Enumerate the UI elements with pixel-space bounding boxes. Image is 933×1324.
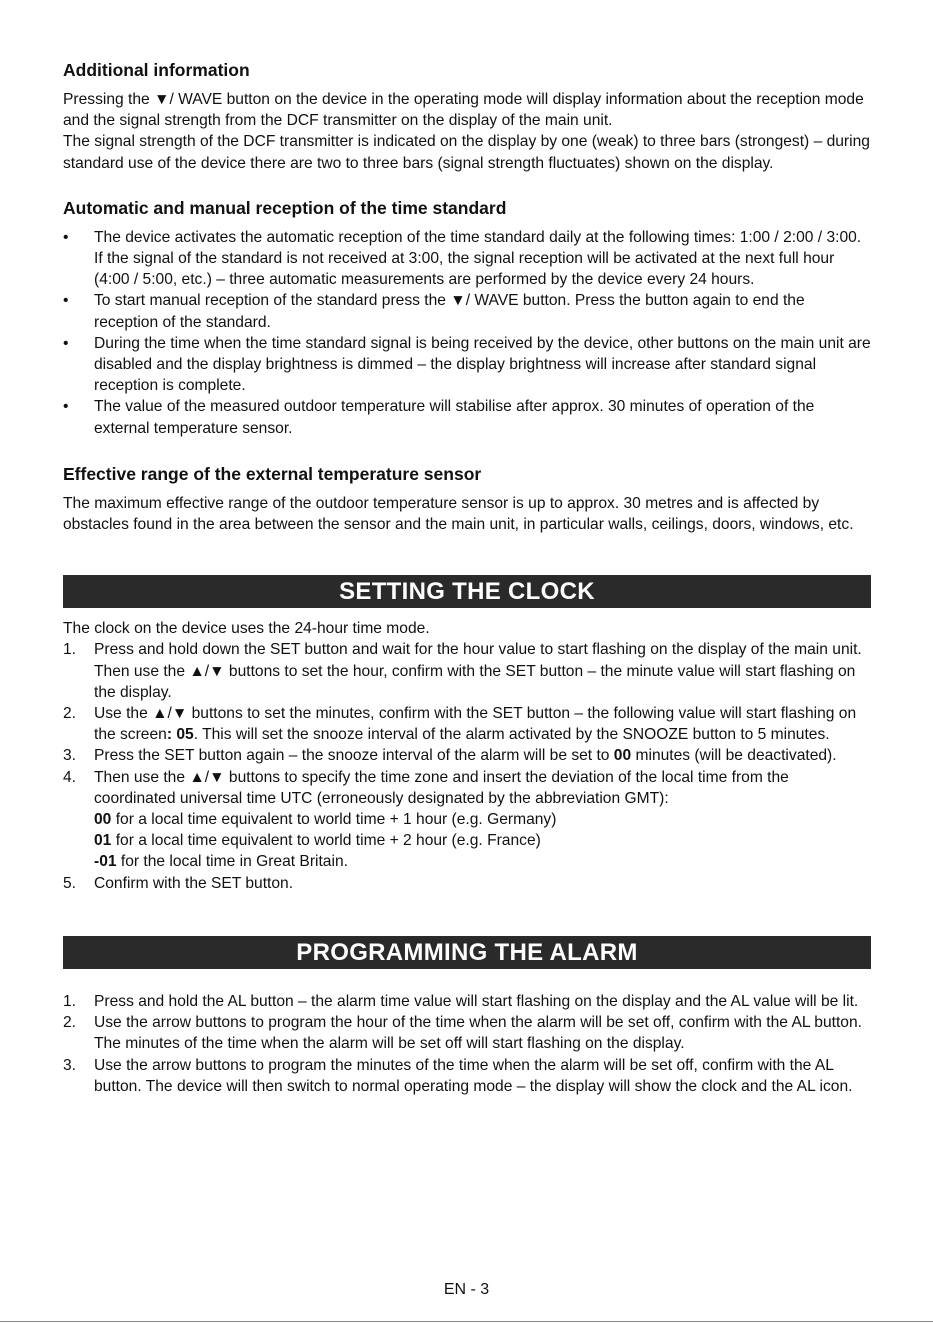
list-item-text: During the time when the time standard signal is being received by the device, other buttons on the main unit are disabled and the display brightness is dimmed – the display brightness will increase after standard signal reception is complete. (94, 334, 871, 395)
step-number: 1. (63, 992, 77, 1010)
list-item (63, 1012, 871, 1054)
list-item-text: Use the ▲/▼ buttons to set the minutes, confirm with the SET button – the following value will start flashing on the screen (94, 705, 857, 744)
time-zone-code: 00 (94, 811, 112, 829)
step-number: 2. (63, 705, 77, 723)
bold-value: : 05 (166, 726, 194, 744)
bullet-icon: • (63, 334, 69, 352)
bullet-icon: • (63, 292, 69, 310)
manual-page (63, 58, 871, 1097)
step-number: 2. (63, 1014, 77, 1032)
paragraph: Pressing the ▼/ WAVE button on the device in the operating mode will display information about the reception mode and the signal strength from the DCF transmitter on the display of the main unit. (63, 91, 864, 130)
section-effective-range (63, 462, 871, 535)
time-zone-text: for a local time equivalent to world time + 1 hour (e.g. Germany) (111, 811, 557, 829)
list-item (63, 991, 871, 1012)
list-item-text: To start manual reception of the standard press the ▼/ WAVE button. Press the button again to end the reception of the standard. (94, 292, 805, 331)
time-zone-text: for a local time equivalent to world time + 2 hour (e.g. France) (111, 832, 541, 850)
section-setting-the-clock (63, 575, 871, 894)
list-item (63, 396, 871, 438)
step-number: 1. (63, 641, 77, 659)
section-banner: PROGRAMMING THE ALARM (63, 936, 871, 969)
list-item-text: Use the arrow buttons to program the minutes of the time when the alarm will be set off, confirm with the AL button. The device will then switch to normal operating mode – the display will show the clock and the AL icon. (94, 1056, 853, 1095)
list-item-text: Then use the ▲/▼ buttons to specify the time zone and insert the deviation of the local time from the coordinated universal time UTC (erroneously designated by the abbreviation GMT): (94, 768, 789, 807)
step-number: 5. (63, 874, 77, 892)
bold-value: 00 (613, 747, 632, 765)
bullet-icon: • (63, 398, 69, 416)
section-time-standard-reception (63, 196, 871, 439)
time-zone-option (94, 830, 871, 851)
list-item (63, 227, 871, 291)
list-item (63, 873, 871, 894)
list-item-text: minutes (will be deactivated). (631, 747, 837, 765)
time-zone-option (94, 809, 871, 830)
list-item-text: The value of the measured outdoor temperature will stabilise after approx. 30 minutes of operation of the external temperature sensor. (94, 398, 815, 437)
list-item (63, 767, 871, 873)
time-zone-text: for the local time in Great Britain. (116, 853, 348, 871)
paragraph: The signal strength of the DCF transmitter is indicated on the display by one (weak) to three bars (strongest) – during standard use of the device there are two to three bars (signal strength fluctuates) shown on the display. (63, 133, 870, 172)
page-number: EN - 3 (443, 1281, 490, 1298)
list-item-text: Press the SET button again – the snooze interval of the alarm will be set to (94, 747, 614, 765)
time-zone-code: -01 (94, 853, 117, 871)
section-additional-information (63, 58, 871, 174)
list-item-text: Use the arrow buttons to program the hour of the time when the alarm will be set off, confirm with the AL button. The minutes of the time when the alarm will be set off will start flashing on the display. (94, 1014, 862, 1053)
list-item-text: Confirm with the SET button. (94, 874, 294, 892)
paragraph: The maximum effective range of the outdoor temperature sensor is up to approx. 30 metres and is affected by obstacles found in the area between the sensor and the main unit, in particular walls, ceilings, doors, windows, etc. (63, 494, 854, 534)
list-item (63, 1055, 871, 1097)
section-heading: Effective range of the external temperature sensor (63, 463, 482, 484)
list-item (63, 333, 871, 397)
step-number: 4. (63, 768, 77, 786)
list-item (63, 290, 871, 332)
numbered-list (63, 991, 871, 1097)
list-item-text: Press and hold the AL button – the alarm time value will start flashing on the display and the AL value will be lit. (94, 992, 859, 1010)
list-item-text: Press and hold down the SET button and wait for the hour value to start flashing on the display of the main unit. Then use the ▲/▼ buttons to set the hour, confirm with the SET button – the minute value will start flashing on the display. (94, 641, 862, 701)
bottom-divider (0, 1321, 933, 1322)
numbered-list (63, 639, 871, 893)
paragraph: The clock on the device uses the 24-hour time mode. (63, 620, 430, 638)
list-item-text: . This will set the snooze interval of the alarm activated by the SNOOZE button to 5 minutes. (193, 726, 830, 744)
bullet-icon: • (63, 228, 69, 246)
list-item (63, 745, 871, 766)
list-item (63, 703, 871, 745)
list-item (63, 639, 871, 703)
step-number: 3. (63, 747, 77, 765)
bullet-list (63, 227, 871, 439)
section-heading: Automatic and manual reception of the time standard (63, 197, 507, 218)
time-zone-option (94, 851, 871, 872)
section-heading: Additional information (63, 60, 250, 80)
section-programming-the-alarm (63, 936, 871, 1097)
time-zone-code: 01 (94, 832, 112, 850)
section-banner: SETTING THE CLOCK (63, 575, 871, 608)
list-item-text: The device activates the automatic reception of the time standard daily at the following times: 1:00 / 2:00 / 3:00. If the signal of the standard is not received at 3:00, the signal reception will be activated at the next full hour (4:00 / 5:00, etc.) – three automatic measurements are performed by the device every 24 hours. (94, 228, 862, 289)
step-number: 3. (63, 1056, 77, 1074)
